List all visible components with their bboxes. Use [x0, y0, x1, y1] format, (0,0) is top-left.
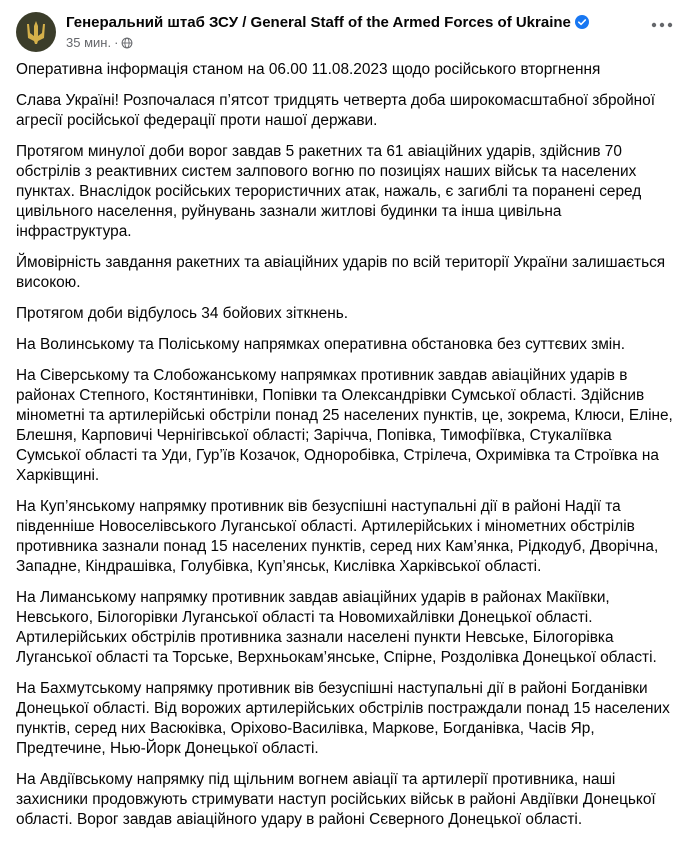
- post-meta: [66, 35, 133, 50]
- meta-separator: ·: [114, 35, 119, 50]
- post-text: [16, 60, 676, 841]
- more-options-button[interactable]: [648, 16, 676, 36]
- post-time[interactable]: 35 мин.: [66, 35, 112, 50]
- post-paragraph: Оперативна інформація станом на 06.00 11.08.2023 щодо російського вторгнення: [16, 61, 601, 78]
- post-paragraph: На Сіверському та Слобожанському напрямках противник завдав авіаційних ударів в районах Степного, Костянтинівки, Попівки та Олександрівки Сумської області. Здійснив мінометні та артилерійські обстріли понад 25 населених пунктів, це, зокрема, Клюси, Еліне, Блешня, Карповичі Чернігівської області; Зарічча, Попівка, Тимофіївка, Стукаліївка Сумської області та Уди, Гур’їв Козачок, Одноробівка, Стрілеча, Охримівка та Строївка на Харківщині.: [16, 367, 673, 484]
- avatar[interactable]: [16, 12, 56, 52]
- globe-icon[interactable]: [121, 37, 133, 49]
- post-paragraph: Протягом доби відбулось 34 бойових зіткнень.: [16, 305, 349, 322]
- post-paragraph: На Лиманському напрямку противник завдав авіаційних ударів в районах Макіївки, Невського, Білогорівки Луганської області та Новомихайлівки Донецької області. Артилерійських обстрілів противника зазнали населені пункти Невське, Білогорівка Луганської області та Торське, Верхньокам’янське, Спірне, Роздолівка Донецької області.: [16, 589, 657, 666]
- post-paragraph: На Волинському та Поліському напрямках оперативна обстановка без суттєвих змін.: [16, 336, 625, 353]
- verified-badge-icon: [575, 15, 589, 29]
- post-header: [16, 8, 676, 54]
- post-paragraph: На Авдіївському напрямку під щільним вогнем авіації та артилерії противника, наші захисники продовжують стримувати наступ російських військ в районі Авдіївки Донецької області. Ворог завдав авіаційного удару в районі Сєверного Донецької області.: [16, 771, 656, 828]
- more-horizontal-icon: [650, 21, 674, 29]
- post-paragraph: На Куп’янському напрямку противник вів безуспішні наступальні дії в районі Надії та південніше Новоселівського Луганської області. Артилерійських і мінометних обстрілів противника зазнали понад 15 населених пунктів, серед них Кам’янка, Рідкодуб, Дворічна, Западне, Кіндрашівка, Голубівка, Куп’янськ, Кислівка Харківської області.: [16, 498, 659, 575]
- post-paragraph: Протягом минулої доби ворог завдав 5 ракетних та 61 авіаційних ударів, здійснив 70 обстрілів з реактивних систем залпового вогню по позиціях наших військ та населених пунктах. Внаслідок російських терористичних атак, нажаль, є загиблі та поранені серед цивільного населення, руйнувань зазнали житлові будинки та інша цивільна інфраструктура.: [16, 143, 642, 240]
- author-name-label: Генеральний штаб ЗСУ / General Staff of the Armed Forces of Ukraine: [66, 14, 571, 31]
- author-name[interactable]: [66, 14, 589, 31]
- trident-emblem-icon: [16, 12, 56, 52]
- post-paragraph: Ймовірність завдання ракетних та авіаційних ударів по всій території України залишається високою.: [16, 254, 666, 291]
- post-paragraph: На Бахмутському напрямку противник вів безуспішні наступальні дії в районі Богданівки Донецької області. Від ворожих артилерійських обстрілів постраждали понад 15 населених пунктів, серед них Васюківка, Оріхово-Василівка, Маркове, Богданівка, Часів Яр, Предтечине, Нью-Йорк Донецької області.: [16, 680, 670, 757]
- post-paragraph: Слава Україні! Розпочалася п’ятсот тридцять четверта доба широкомасштабної збройної агресії російської федерації проти нашої держави.: [16, 92, 656, 129]
